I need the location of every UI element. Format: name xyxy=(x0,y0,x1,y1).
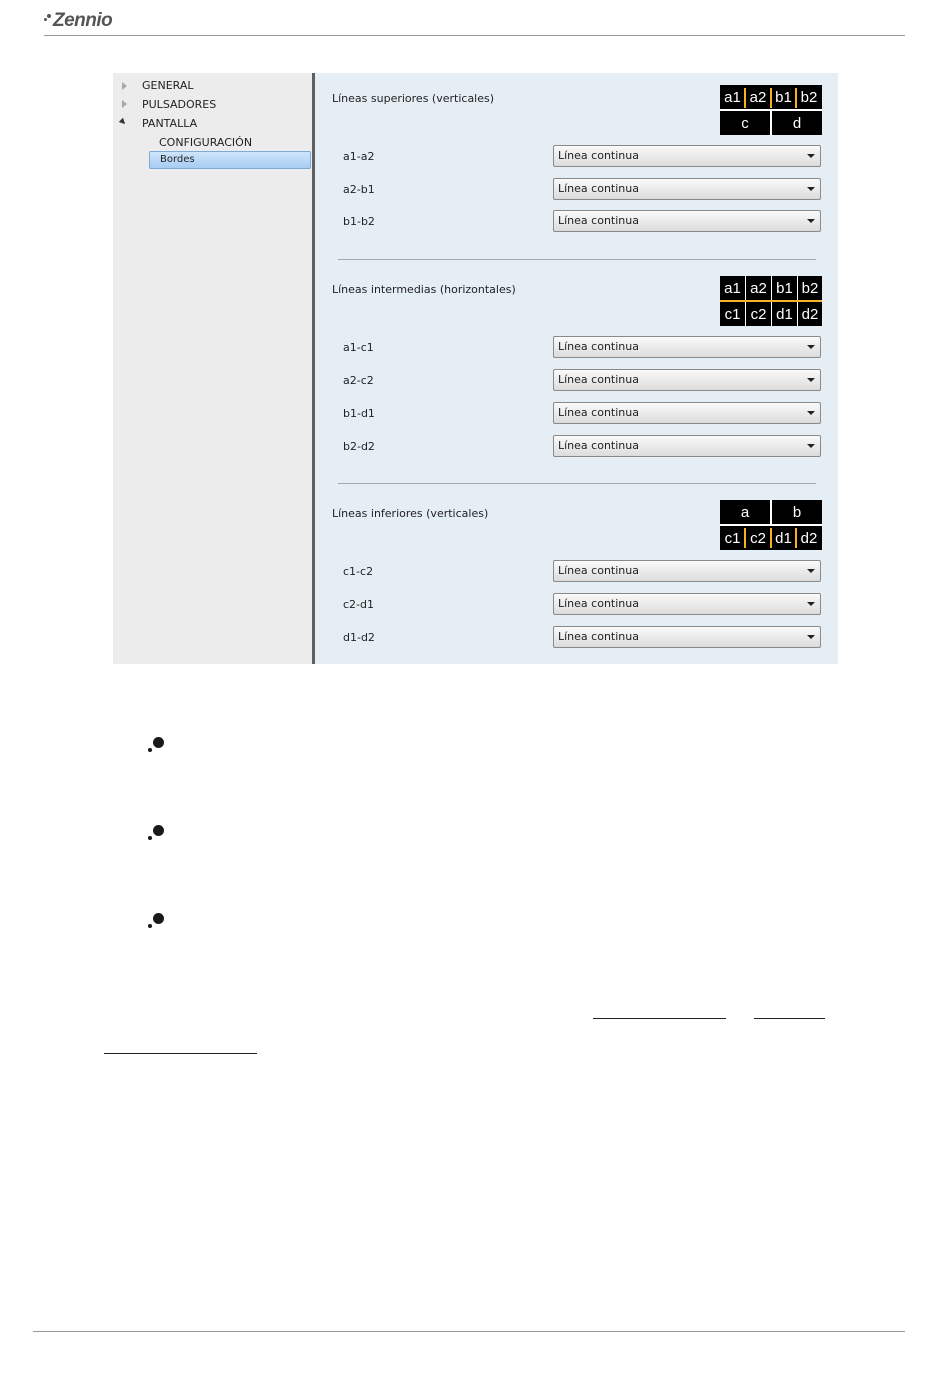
combo-value: Línea continua xyxy=(558,340,639,353)
bullet-icon xyxy=(146,823,166,843)
bullet-icon xyxy=(146,735,166,755)
pane-divider[interactable] xyxy=(312,73,315,664)
footer-rule xyxy=(33,1331,905,1332)
dropdown-arrow-icon[interactable] xyxy=(807,219,815,223)
combo-value: Línea continua xyxy=(558,630,639,643)
diagram-cell: c2 xyxy=(745,526,771,550)
diagram-cell: c1 xyxy=(720,302,745,326)
diagram-cell: c1 xyxy=(720,526,745,550)
combo-value: Línea continua xyxy=(558,439,639,452)
tree-item-pulsadores[interactable]: PULSADORES xyxy=(142,98,217,111)
section-title-middle: Líneas intermedias (horizontales) xyxy=(332,283,516,296)
tree-item-pantalla[interactable]: PANTALLA xyxy=(142,117,198,130)
logo-dots-icon xyxy=(44,12,52,26)
combo-b1-b2[interactable] xyxy=(553,210,821,232)
combo-value: Línea continua xyxy=(558,182,639,195)
diagram-highlight-line xyxy=(744,88,746,108)
param-label-b1-d1: b1-d1 xyxy=(343,407,375,420)
combo-value: Línea continua xyxy=(558,373,639,386)
diagram-cell: d1 xyxy=(771,526,796,550)
combo-c1-c2[interactable] xyxy=(553,560,821,582)
section-title-upper: Líneas superiores (verticales) xyxy=(332,92,495,105)
link-underline[interactable] xyxy=(593,1018,726,1019)
diagram-cell: b2 xyxy=(798,276,822,300)
tree-item-bordes[interactable]: Bordes xyxy=(160,154,195,165)
diagram-cell: b1 xyxy=(771,85,796,109)
tree-item-configuracion[interactable]: CONFIGURACIÓN xyxy=(159,136,253,149)
bullet-icon xyxy=(146,911,166,931)
diagram-border xyxy=(770,111,772,135)
combo-a2-b1[interactable] xyxy=(553,178,821,200)
diagram-highlight-line xyxy=(795,528,797,548)
diagram-cell: a1 xyxy=(720,85,745,109)
dropdown-arrow-icon[interactable] xyxy=(807,444,815,448)
section-title-lower: Líneas inferiores (verticales) xyxy=(332,507,489,520)
diagram-cell: a xyxy=(720,500,770,524)
param-label-b2-d2: b2-d2 xyxy=(343,440,375,453)
dropdown-arrow-icon[interactable] xyxy=(807,635,815,639)
diagram-cell: d2 xyxy=(796,526,822,550)
combo-c2-d1[interactable] xyxy=(553,593,821,615)
param-label-d1-d2: d1-d2 xyxy=(343,631,375,644)
diagram-border xyxy=(720,524,822,526)
diagram-cell: c xyxy=(720,111,770,135)
parameter-tree xyxy=(113,73,312,664)
parameter-window xyxy=(113,73,838,664)
dropdown-arrow-icon[interactable] xyxy=(807,569,815,573)
combo-value: Línea continua xyxy=(558,597,639,610)
diagram-border xyxy=(770,500,772,524)
combo-value: Línea continua xyxy=(558,214,639,227)
dropdown-arrow-icon[interactable] xyxy=(807,411,815,415)
expand-arrow-icon[interactable] xyxy=(122,100,127,108)
combo-b1-d1[interactable] xyxy=(553,402,821,424)
combo-d1-d2[interactable] xyxy=(553,626,821,648)
diagram-cell: b1 xyxy=(772,276,797,300)
header-rule xyxy=(44,35,905,36)
param-label-b1-b2: b1-b2 xyxy=(343,215,375,228)
expand-arrow-icon[interactable] xyxy=(122,82,127,90)
collapse-arrow-icon[interactable] xyxy=(119,118,127,126)
combo-value: Línea continua xyxy=(558,564,639,577)
combo-a2-c2[interactable] xyxy=(553,369,821,391)
param-label-a2-c2: a2-c2 xyxy=(343,374,374,387)
param-label-c2-d1: c2-d1 xyxy=(343,598,374,611)
dropdown-arrow-icon[interactable] xyxy=(807,602,815,606)
link-underline[interactable] xyxy=(754,1018,825,1019)
section-separator xyxy=(338,259,816,260)
param-label-a1-a2: a1-a2 xyxy=(343,150,375,163)
combo-value: Línea continua xyxy=(558,149,639,162)
diagram-highlight-line xyxy=(770,88,772,108)
param-label-a1-c1: a1-c1 xyxy=(343,341,374,354)
diagram-highlight-line xyxy=(744,528,746,548)
diagram-highlight-line xyxy=(720,300,822,302)
diagram-cell: b xyxy=(772,500,822,524)
diagram-cell: d1 xyxy=(772,302,797,326)
diagram-cell: a1 xyxy=(720,276,745,300)
combo-a1-c1[interactable] xyxy=(553,336,821,358)
diagram-highlight-line xyxy=(770,528,772,548)
lower-lines-diagram xyxy=(720,500,822,550)
param-label-a2-b1: a2-b1 xyxy=(343,183,375,196)
dropdown-arrow-icon[interactable] xyxy=(807,345,815,349)
middle-lines-diagram xyxy=(720,276,822,326)
diagram-highlight-line xyxy=(795,88,797,108)
combo-b2-d2[interactable] xyxy=(553,435,821,457)
combo-a1-a2[interactable] xyxy=(553,145,821,167)
upper-lines-diagram xyxy=(720,85,822,135)
link-underline[interactable] xyxy=(104,1053,257,1054)
dropdown-arrow-icon[interactable] xyxy=(807,154,815,158)
diagram-cell: c2 xyxy=(746,302,771,326)
combo-value: Línea continua xyxy=(558,406,639,419)
diagram-cell: b2 xyxy=(796,85,822,109)
section-separator xyxy=(338,483,816,484)
logo-text: Zennio xyxy=(53,10,113,31)
diagram-cell: d2 xyxy=(798,302,822,326)
diagram-cell: d xyxy=(772,111,822,135)
zennio-logo xyxy=(44,10,112,32)
diagram-cell: a2 xyxy=(746,276,771,300)
dropdown-arrow-icon[interactable] xyxy=(807,187,815,191)
dropdown-arrow-icon[interactable] xyxy=(807,378,815,382)
param-label-c1-c2: c1-c2 xyxy=(343,565,374,578)
tree-item-general[interactable]: GENERAL xyxy=(142,79,194,92)
diagram-cell: a2 xyxy=(745,85,771,109)
